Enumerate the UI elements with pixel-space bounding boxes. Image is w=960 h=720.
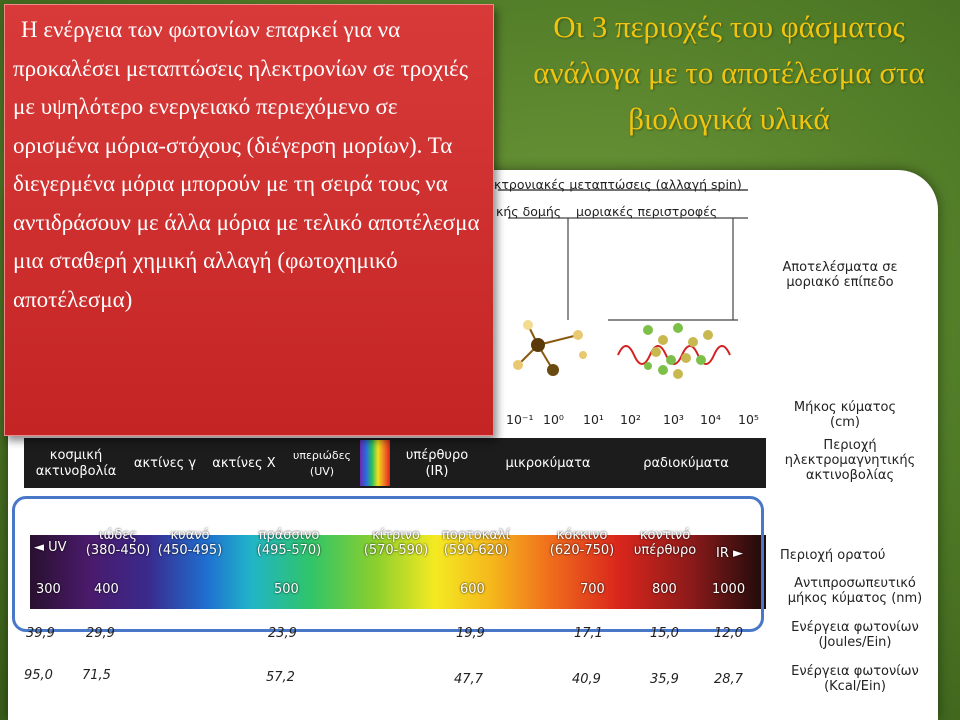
em-region-microwave: μικροκύματα xyxy=(505,456,591,471)
energy-joules-value: 12,0 xyxy=(714,626,743,641)
exponent-label: 10² xyxy=(620,412,641,427)
wavelength-300: 300 xyxy=(36,582,61,597)
energy-kcal-label: Ενέργεια φωτονίων (Kcal/Ein) xyxy=(791,664,919,694)
color-green: πράσσινο (495-570) xyxy=(256,528,322,558)
energy-joules-value: 17,1 xyxy=(574,626,603,641)
energy-joules-label: Ενέργεια φωτονίων (Joules/Ein) xyxy=(791,620,919,650)
visible-highlight-frame xyxy=(12,496,764,632)
color-yellow: κίτρινο (570-590) xyxy=(363,528,429,558)
energy-joules-value: 39,9 xyxy=(26,626,55,641)
exponent-label: 10⁻¹ xyxy=(506,412,534,427)
slide-title: Οι 3 περιοχές του φάσματος ανάλογα με το αποτέλεσμα στα βιολογικά υλικά xyxy=(533,9,925,136)
wavelength-cm-label: Μήκος κύματος (cm) xyxy=(793,400,897,430)
color-violet: ιώδες (380-450) xyxy=(85,528,151,558)
em-region-cosmic: κοσμική ακτινοβολία xyxy=(35,448,117,479)
wavelength-700: 700 xyxy=(580,582,605,597)
rotation-label: μοριακές περιστροφές xyxy=(576,204,718,219)
energy-kcal-value: 57,2 xyxy=(266,670,295,685)
exponent-label: 10³ xyxy=(663,412,684,427)
color-red: κόκκινο (620-750) xyxy=(549,528,615,558)
em-region-ir: υπέρθυρο (IR) xyxy=(405,448,469,479)
molecule-illustration xyxy=(513,320,587,376)
wave-molecules-illustration xyxy=(618,323,730,379)
energy-kcal-value: 35,9 xyxy=(650,672,679,687)
energy-kcal-value: 47,7 xyxy=(454,672,483,687)
molecular-effects-label: Αποτελέσματα σε μοριακό επίπεδο xyxy=(782,260,898,290)
wavelength-1000: 1000 xyxy=(712,582,746,597)
energy-joules-value: 23,9 xyxy=(268,626,297,641)
wavelength-600: 600 xyxy=(460,582,485,597)
structure-label: κής δομής xyxy=(496,204,562,219)
em-region-label: Περιοχή ηλεκτρομαγνητικής ακτινοβολίας xyxy=(784,438,916,483)
energy-kcal-value: 28,7 xyxy=(714,672,743,687)
energy-joules-value: 15,0 xyxy=(650,626,679,641)
ir-arrow-label: IR ► xyxy=(716,546,743,561)
wavelength-400: 400 xyxy=(94,582,119,597)
visible-strip xyxy=(360,440,390,486)
wavelength-800: 800 xyxy=(652,582,677,597)
em-region-gamma: ακτίνες γ xyxy=(133,456,197,471)
exponent-label: 10⁰ xyxy=(543,412,564,427)
electronic-transitions-label: κτρονιακές μεταπτώσεις (αλλαγή spin) xyxy=(494,177,742,192)
wavelength-500: 500 xyxy=(274,582,299,597)
visible-region-label: Περιοχή ορατού xyxy=(780,548,886,563)
uv-arrow-label: ◄ UV xyxy=(34,540,67,555)
energy-kcal-value: 95,0 xyxy=(24,668,53,683)
exponent-label: 10⁵ xyxy=(738,412,759,427)
em-region-xray: ακτίνες Χ xyxy=(212,456,276,471)
explanation-callout: Η ενέργεια των φωτονίων επαρκεί για να προκαλέσει μεταπτώσεις ηλεκτρονίων σε τροχιές με υψηλότερο ενεργειακό περιεχόμενο σε ορισμένα μόρια-στόχους (διέγερση μορίων). Τα διεγερμένα μόρια μπορούν με τη σειρά τους να αντιδράσουν με άλλα μόρια με τελικό αποτέλεσμα μια σταθερή χημική αλλαγή (φωτοχημικό αποτέλεσμα) xyxy=(4,4,494,436)
color-blue: κυανό (450-495) xyxy=(157,528,223,558)
exponent-label: 10¹ xyxy=(583,412,604,427)
em-region-radio: ραδιοκύματα xyxy=(643,456,729,471)
color-orange: πορτοκαλί (590-620) xyxy=(441,528,511,558)
energy-joules-value: 19,9 xyxy=(456,626,485,641)
exponent-label: 10⁴ xyxy=(700,412,721,427)
color-near-ir: κοντινό υπέρθυρο xyxy=(633,528,697,558)
energy-joules-value: 29,9 xyxy=(86,626,115,641)
em-region-uv: υπεριώδες (UV) xyxy=(293,449,351,478)
energy-kcal-value: 71,5 xyxy=(82,668,111,683)
rep-wavelength-label: Αντιπροσωπευτικό μήκος κύματος (nm) xyxy=(787,576,923,606)
energy-kcal-value: 40,9 xyxy=(572,672,601,687)
